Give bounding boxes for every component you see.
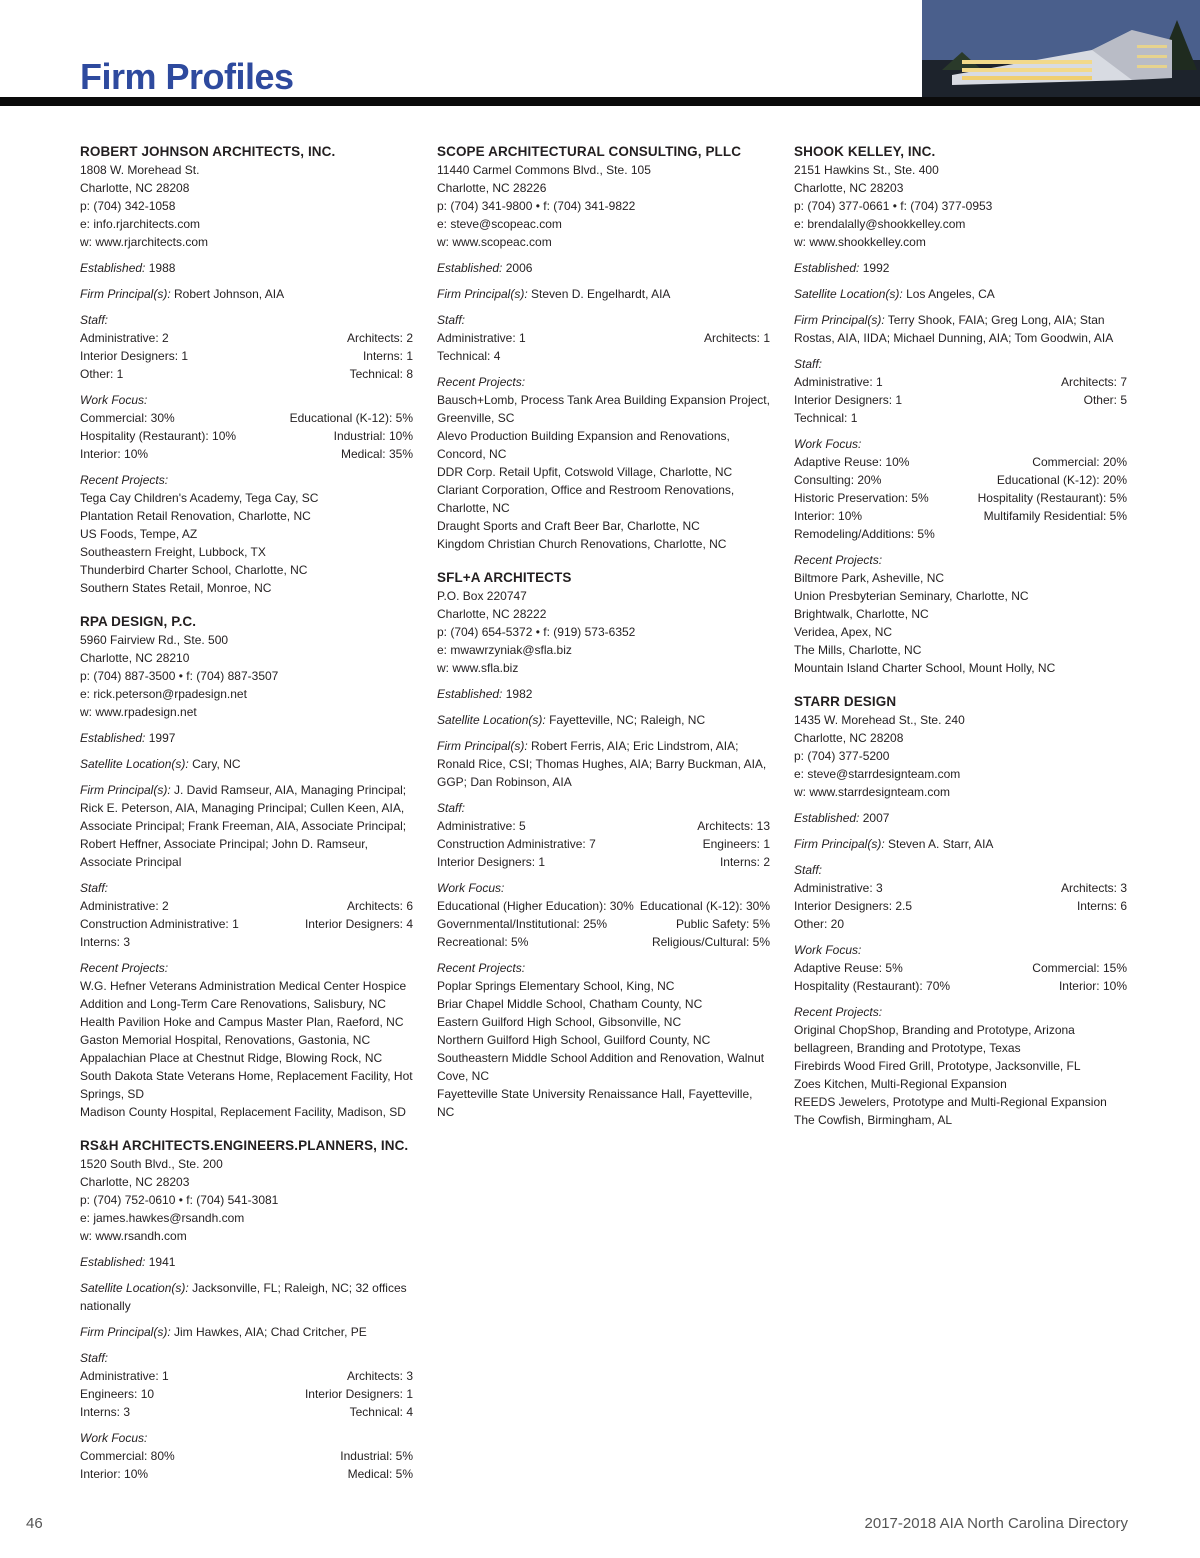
established-label: Established: [437, 687, 503, 701]
project-item: Fayetteville State University Renaissance Hall, Fayetteville, NC [437, 1087, 753, 1119]
firm-phone: p: (704) 342-1058 [80, 199, 176, 213]
staff-row [794, 409, 1127, 427]
staff-label: Staff: [80, 1351, 109, 1365]
project-item: The Mills, Charlotte, NC [794, 643, 922, 657]
project-item: Alevo Production Building Expansion and Renovations, Concord, NC [437, 429, 730, 461]
firm-address-line: Charlotte, NC 28208 [80, 181, 190, 195]
staff-entry: Administrative: 1 [437, 331, 526, 345]
established-label: Established: [437, 261, 503, 275]
staff-entry: Administrative: 2 [80, 331, 169, 345]
firm-name: RS&H ARCHITECTS.ENGINEERS.PLANNERS, INC. [80, 1138, 409, 1153]
satellite-locations [80, 755, 413, 773]
work-focus-row [794, 453, 1127, 471]
staff-row [80, 897, 413, 915]
firm-principals-value: Steven A. Starr, AIA [888, 837, 994, 851]
project-item: Firebirds Wood Fired Grill, Prototype, Jacksonville, FL [794, 1059, 1081, 1073]
staff-section [437, 311, 770, 365]
firm-address-line: 1808 W. Morehead St. [80, 163, 200, 177]
staff-entry: Technical: 4 [349, 1405, 413, 1419]
project-item: Zoes Kitchen, Multi-Regional Expansion [794, 1077, 1007, 1091]
established [794, 809, 1127, 827]
established [437, 685, 770, 703]
building-photo [922, 0, 1200, 97]
firm-address-line: 1435 W. Morehead St., Ste. 240 [794, 713, 965, 727]
firm-address-line: 5960 Fairview Rd., Ste. 500 [80, 633, 229, 647]
staff-row [80, 933, 413, 951]
staff-entry: Other: 5 [1083, 393, 1127, 407]
firm-website: w: www.sfla.biz [437, 661, 519, 675]
staff-row [794, 391, 1127, 409]
work-focus-entry: Remodeling/Additions: 5% [794, 527, 935, 541]
firm-email: e: steve@starrdesignteam.com [794, 767, 961, 781]
firm-principals-value: Steven D. Engelhardt, AIA [531, 287, 671, 301]
staff-entry: Interior Designers: 1 [794, 393, 903, 407]
work-focus-row [437, 915, 770, 933]
work-focus-entry: Educational (K-12): 20% [996, 473, 1127, 487]
staff-section [794, 355, 1127, 427]
firm-address-line: Charlotte, NC 28208 [794, 731, 904, 745]
satellite-locations-label: Satellite Location(s): [80, 1281, 189, 1295]
project-item: Eastern Guilford High School, Gibsonville, NC [437, 1015, 682, 1029]
staff-entry: Construction Administrative: 7 [437, 837, 596, 851]
work-focus-row [794, 525, 1127, 543]
firm-phone: p: (704) 341-9800 • f: (704) 341-9822 [437, 199, 636, 213]
staff-entry: Interns: 6 [1076, 899, 1127, 913]
established-value: 2007 [862, 811, 890, 825]
staff-entry: Architects: 7 [1060, 375, 1127, 389]
firm-principals-label: Firm Principal(s): [437, 287, 528, 301]
staff-row [80, 1403, 413, 1421]
work-focus-label: Work Focus: [437, 881, 505, 895]
established-label: Established: [80, 731, 146, 745]
staff-entry: Interior Designers: 2.5 [794, 899, 913, 913]
work-focus-row [80, 409, 413, 427]
work-focus-entry: Educational (K-12): 5% [289, 411, 413, 425]
staff-entry: Administrative: 1 [794, 375, 883, 389]
firm-phone: p: (704) 654-5372 • f: (919) 573-6352 [437, 625, 636, 639]
project-item: South Dakota State Veterans Home, Replacement Facility, Hot Springs, SD [80, 1069, 413, 1101]
project-item: Appalachian Place at Chestnut Ridge, Blowing Rock, NC [80, 1051, 383, 1065]
staff-entry: Other: 1 [80, 367, 124, 381]
work-focus-entry: Commercial: 15% [1032, 961, 1127, 975]
staff-label: Staff: [794, 863, 823, 877]
project-item: Madison County Hospital, Replacement Facility, Madison, SD [80, 1105, 406, 1119]
recent-projects-section [794, 1003, 1127, 1129]
recent-projects-label: Recent Projects: [80, 961, 169, 975]
firm-email: e: mwawrzyniak@sfla.biz [437, 643, 572, 657]
work-focus-entry: Industrial: 10% [333, 429, 413, 443]
staff-section [437, 799, 770, 871]
project-item: Original ChopShop, Branding and Prototype, Arizona [794, 1023, 1075, 1037]
recent-projects-section [437, 959, 770, 1121]
firm-principals [437, 285, 770, 303]
work-focus-label: Work Focus: [794, 943, 862, 957]
staff-entry: Engineers: 1 [702, 837, 770, 851]
staff-row [80, 365, 413, 383]
firm-email: e: info.rjarchitects.com [80, 217, 201, 231]
staff-label: Staff: [437, 313, 466, 327]
staff-row [794, 915, 1127, 933]
staff-row [794, 373, 1127, 391]
staff-row [80, 915, 413, 933]
satellite-locations-label: Satellite Location(s): [437, 713, 546, 727]
recent-projects-section [80, 959, 413, 1121]
staff-row [437, 853, 770, 871]
work-focus-section [794, 941, 1127, 995]
firm-principals-label: Firm Principal(s): [437, 739, 528, 753]
staff-entry: Interior Designers: 1 [304, 1387, 413, 1401]
work-focus-section [80, 1429, 413, 1483]
firm-email: e: steve@scopeac.com [437, 217, 562, 231]
satellite-locations-value: Cary, NC [192, 757, 241, 771]
project-item: Gaston Memorial Hospital, Renovations, Gastonia, NC [80, 1033, 371, 1047]
firm-name: ROBERT JOHNSON ARCHITECTS, INC. [80, 144, 336, 159]
work-focus-entry: Hospitality (Restaurant): 70% [794, 979, 951, 993]
header-rule [0, 97, 1200, 106]
work-focus-entry: Educational (K-12): 30% [639, 899, 770, 913]
firm-address-line: Charlotte, NC 28203 [80, 1175, 190, 1189]
staff-entry: Architects: 6 [346, 899, 413, 913]
firm-phone: p: (704) 377-0661 • f: (704) 377-0953 [794, 199, 993, 213]
staff-section [80, 311, 413, 383]
staff-entry: Interns: 3 [80, 935, 131, 949]
recent-projects-label: Recent Projects: [437, 375, 526, 389]
work-focus-row [80, 1447, 413, 1465]
page-title: Firm Profiles [80, 56, 294, 97]
staff-entry: Interns: 1 [362, 349, 413, 363]
established-value: 1992 [862, 261, 890, 275]
staff-entry: Technical: 1 [794, 411, 858, 425]
firm-email: e: james.hawkes@rsandh.com [80, 1211, 245, 1225]
project-item: US Foods, Tempe, AZ [80, 527, 198, 541]
satellite-locations-label: Satellite Location(s): [794, 287, 903, 301]
firm-name: RPA DESIGN, P.C. [80, 614, 197, 629]
staff-entry: Administrative: 2 [80, 899, 169, 913]
established-label: Established: [80, 1255, 146, 1269]
established-value: 1997 [148, 731, 176, 745]
firm-principals-value: Terry Shook, FAIA; Greg Long, AIA; Stan Rostas, AIA, IIDA; Michael Dunning, AIA; Tom Goodwin, AIA [794, 313, 1114, 345]
work-focus-entry: Interior: 10% [80, 1467, 149, 1481]
firm-principals-value: Jim Hawkes, AIA; Chad Critcher, PE [174, 1325, 367, 1339]
established-value: 1982 [505, 687, 533, 701]
staff-entry: Technical: 4 [437, 349, 501, 363]
work-focus-label: Work Focus: [794, 437, 862, 451]
project-item: Union Presbyterian Seminary, Charlotte, NC [794, 589, 1029, 603]
project-item: Southeastern Freight, Lubbock, TX [80, 545, 266, 559]
work-focus-entry: Interior: 10% [1058, 979, 1127, 993]
satellite-locations [437, 711, 770, 729]
firm-address-line: Charlotte, NC 28222 [437, 607, 547, 621]
firm-profile [437, 569, 770, 1121]
firm-principals-label: Firm Principal(s): [80, 783, 171, 797]
firm-principals-value: Robert Ferris, AIA; Eric Lindstrom, AIA; Ronald Rice, CSI; Thomas Hughes, AIA; Barry Buckman, AIA, GGP; Dan Robinson, AIA [437, 739, 767, 789]
staff-entry: Construction Administrative: 1 [80, 917, 239, 931]
established [437, 259, 770, 277]
project-item: Southeastern Middle School Addition and Renovation, Walnut Cove, NC [437, 1051, 765, 1083]
staff-entry: Administrative: 5 [437, 819, 526, 833]
staff-label: Staff: [80, 881, 109, 895]
satellite-locations-label: Satellite Location(s): [80, 757, 189, 771]
staff-entry: Architects: 3 [1060, 881, 1127, 895]
satellite-locations-value: Jacksonville, FL; Raleigh, NC; 32 offices nationally [80, 1281, 407, 1313]
firm-principals [80, 781, 413, 871]
staff-section [794, 861, 1127, 933]
work-focus-row [437, 933, 770, 951]
firm-name: STARR DESIGN [794, 694, 897, 709]
column-left [80, 143, 413, 1499]
project-item: Mountain Island Charter School, Mount Holly, NC [794, 661, 1056, 675]
staff-entry: Interior Designers: 1 [437, 855, 546, 869]
staff-row [437, 329, 770, 347]
firm-website: w: www.shookkelley.com [794, 235, 926, 249]
firm-profile [794, 693, 1127, 1129]
staff-row [794, 897, 1127, 915]
recent-projects-section [80, 471, 413, 597]
established [80, 729, 413, 747]
work-focus-entry: Multifamily Residential: 5% [983, 509, 1127, 523]
project-item: DDR Corp. Retail Upfit, Cotswold Village, Charlotte, NC [437, 465, 733, 479]
staff-row [80, 1367, 413, 1385]
work-focus-label: Work Focus: [80, 393, 148, 407]
firm-phone: p: (704) 887-3500 • f: (704) 887-3507 [80, 669, 279, 683]
firm-principals-value: Robert Johnson, AIA [174, 287, 285, 301]
firm-profile [80, 143, 413, 597]
recent-projects-label: Recent Projects: [80, 473, 169, 487]
work-focus-entry: Interior: 10% [80, 447, 149, 461]
staff-row [80, 1385, 413, 1403]
established-label: Established: [794, 261, 860, 275]
project-item: Biltmore Park, Asheville, NC [794, 571, 945, 585]
work-focus-section [437, 879, 770, 951]
firm-address-line: Charlotte, NC 28210 [80, 651, 190, 665]
work-focus-entry: Religious/Cultural: 5% [651, 935, 770, 949]
established-value: 1988 [148, 261, 176, 275]
firm-principals [80, 285, 413, 303]
firm-profile [80, 613, 413, 1121]
firm-address-line: 1520 South Blvd., Ste. 200 [80, 1157, 223, 1171]
project-item: Southern States Retail, Monroe, NC [80, 581, 272, 595]
satellite-locations [80, 1279, 413, 1315]
staff-entry: Interns: 3 [80, 1405, 131, 1419]
work-focus-entry: Industrial: 5% [340, 1449, 413, 1463]
staff-entry: Architects: 13 [697, 819, 770, 833]
firm-principals [437, 737, 770, 791]
satellite-locations [794, 285, 1127, 303]
work-focus-row [794, 977, 1127, 995]
firm-principals-value: J. David Ramseur, AIA, Managing Principal; Rick E. Peterson, AIA, Managing Principal; Cullen Keen, AIA, Associate Principal; Frank Freeman, AIA, Associate Principal; Robert Heffner, Associate Principal; John D. Ramseur, Associate Principal [80, 783, 407, 869]
firm-address-line: Charlotte, NC 28226 [437, 181, 547, 195]
recent-projects-section [794, 551, 1127, 677]
firm-website: w: www.rjarchitects.com [80, 235, 209, 249]
established-value: 2006 [505, 261, 533, 275]
staff-entry: Architects: 1 [703, 331, 770, 345]
established-value: 1941 [148, 1255, 176, 1269]
work-focus-entry: Commercial: 20% [1032, 455, 1127, 469]
work-focus-entry: Historic Preservation: 5% [794, 491, 929, 505]
firm-website: w: www.starrdesignteam.com [794, 785, 951, 799]
established [80, 1253, 413, 1271]
firm-website: w: www.scopeac.com [437, 235, 552, 249]
staff-row [80, 347, 413, 365]
firm-phone: p: (704) 377-5200 [794, 749, 890, 763]
page-number: 46 [26, 1515, 43, 1532]
project-item: Plantation Retail Renovation, Charlotte, NC [80, 509, 311, 523]
work-focus-section [80, 391, 413, 463]
firm-principals-label: Firm Principal(s): [80, 287, 171, 301]
firm-profile [437, 143, 770, 553]
project-item: Health Pavilion Hoke and Campus Master Plan, Raeford, NC [80, 1015, 404, 1029]
recent-projects-section [437, 373, 770, 553]
project-item: bellagreen, Branding and Prototype, Texas [794, 1041, 1021, 1055]
staff-entry: Interior Designers: 4 [304, 917, 413, 931]
established-label: Established: [80, 261, 146, 275]
firm-principals [794, 311, 1127, 347]
recent-projects-label: Recent Projects: [794, 1005, 883, 1019]
staff-row [437, 835, 770, 853]
project-item: Kingdom Christian Church Renovations, Charlotte, NC [437, 537, 727, 551]
firm-address-line: Charlotte, NC 28203 [794, 181, 904, 195]
project-item: Brightwalk, Charlotte, NC [794, 607, 929, 621]
work-focus-entry: Adaptive Reuse: 5% [794, 961, 903, 975]
project-item: Bausch+Lomb, Process Tank Area Building Expansion Project, Greenville, SC [437, 393, 770, 425]
firm-address-line: 2151 Hawkins St., Ste. 400 [794, 163, 939, 177]
project-item: REEDS Jewelers, Prototype and Multi-Regional Expansion [794, 1095, 1107, 1109]
project-item: W.G. Hefner Veterans Administration Medical Center Hospice Addition and Long-Term Care Renovations, Salisbury, NC [80, 979, 407, 1011]
firm-name: SCOPE ARCHITECTURAL CONSULTING, PLLC [437, 144, 742, 159]
firm-name: SHOOK KELLEY, INC. [794, 144, 936, 159]
satellite-locations-value: Fayetteville, NC; Raleigh, NC [549, 713, 706, 727]
project-item: Clariant Corporation, Office and Restroom Renovations, Charlotte, NC [437, 483, 735, 515]
work-focus-row [794, 471, 1127, 489]
firm-website: w: www.rsandh.com [80, 1229, 187, 1243]
work-focus-entry: Commercial: 30% [80, 411, 175, 425]
building-photo-illustration [922, 0, 1200, 97]
staff-label: Staff: [80, 313, 109, 327]
satellite-locations-value: Los Angeles, CA [906, 287, 995, 301]
column-middle [437, 143, 770, 1137]
project-item: Poplar Springs Elementary School, King, NC [437, 979, 675, 993]
firm-principals-label: Firm Principal(s): [794, 837, 885, 851]
established [794, 259, 1127, 277]
work-focus-entry: Consulting: 20% [794, 473, 882, 487]
firm-email: e: brendalally@shookkelley.com [794, 217, 966, 231]
established-label: Established: [794, 811, 860, 825]
firm-email: e: rick.peterson@rpadesign.net [80, 687, 247, 701]
staff-row [437, 347, 770, 365]
staff-entry: Architects: 3 [346, 1369, 413, 1383]
work-focus-entry: Hospitality (Restaurant): 10% [80, 429, 237, 443]
firm-principals-label: Firm Principal(s): [80, 1325, 171, 1339]
staff-entry: Administrative: 3 [794, 881, 883, 895]
staff-entry: Engineers: 10 [80, 1387, 155, 1401]
work-focus-label: Work Focus: [80, 1431, 148, 1445]
work-focus-entry: Medical: 5% [347, 1467, 413, 1481]
staff-entry: Technical: 8 [349, 367, 413, 381]
staff-entry: Architects: 2 [346, 331, 413, 345]
firm-principals [794, 835, 1127, 853]
project-item: Tega Cay Children's Academy, Tega Cay, SC [80, 491, 319, 505]
work-focus-entry: Educational (Higher Education): 30% [437, 899, 634, 913]
work-focus-entry: Governmental/Institutional: 25% [437, 917, 608, 931]
firm-profile [80, 1137, 413, 1483]
project-item: Briar Chapel Middle School, Chatham County, NC [437, 997, 703, 1011]
staff-entry: Interior Designers: 1 [80, 349, 189, 363]
firm-name: SFL+A ARCHITECTS [437, 570, 572, 585]
firm-phone: p: (704) 752-0610 • f: (704) 541-3081 [80, 1193, 279, 1207]
firm-address-line: P.O. Box 220747 [437, 589, 527, 603]
staff-label: Staff: [437, 801, 466, 815]
project-item: The Cowfish, Birmingham, AL [794, 1113, 953, 1127]
work-focus-entry: Interior: 10% [794, 509, 863, 523]
work-focus-row [80, 427, 413, 445]
work-focus-entry: Medical: 35% [340, 447, 413, 461]
work-focus-row [794, 489, 1127, 507]
firm-principals [80, 1323, 413, 1341]
project-item: Draught Sports and Craft Beer Bar, Charlotte, NC [437, 519, 700, 533]
staff-row [80, 329, 413, 347]
work-focus-row [794, 959, 1127, 977]
staff-entry: Administrative: 1 [80, 1369, 169, 1383]
project-item: Thunderbird Charter School, Charlotte, NC [80, 563, 308, 577]
work-focus-row [437, 897, 770, 915]
recent-projects-label: Recent Projects: [437, 961, 526, 975]
work-focus-row [794, 507, 1127, 525]
staff-entry: Other: 20 [794, 917, 845, 931]
work-focus-entry: Public Safety: 5% [675, 917, 770, 931]
established [80, 259, 413, 277]
staff-row [794, 879, 1127, 897]
work-focus-row [80, 1465, 413, 1483]
firm-website: w: www.rpadesign.net [80, 705, 197, 719]
work-focus-entry: Adaptive Reuse: 10% [794, 455, 910, 469]
firm-address-line: 11440 Carmel Commons Blvd., Ste. 105 [437, 163, 651, 177]
staff-label: Staff: [794, 357, 823, 371]
work-focus-entry: Hospitality (Restaurant): 5% [977, 491, 1127, 505]
project-item: Veridea, Apex, NC [794, 625, 893, 639]
firm-principals-label: Firm Principal(s): [794, 313, 885, 327]
staff-section [80, 1349, 413, 1421]
firm-profile [794, 143, 1127, 677]
work-focus-row [80, 445, 413, 463]
staff-entry: Interns: 2 [719, 855, 770, 869]
publication-title: 2017-2018 AIA North Carolina Directory [864, 1515, 1128, 1532]
staff-section [80, 879, 413, 951]
staff-row [437, 817, 770, 835]
project-item: Northern Guilford High School, Guilford County, NC [437, 1033, 711, 1047]
work-focus-entry: Recreational: 5% [437, 935, 529, 949]
work-focus-section [794, 435, 1127, 543]
column-right [794, 143, 1127, 1145]
recent-projects-label: Recent Projects: [794, 553, 883, 567]
work-focus-entry: Commercial: 80% [80, 1449, 175, 1463]
